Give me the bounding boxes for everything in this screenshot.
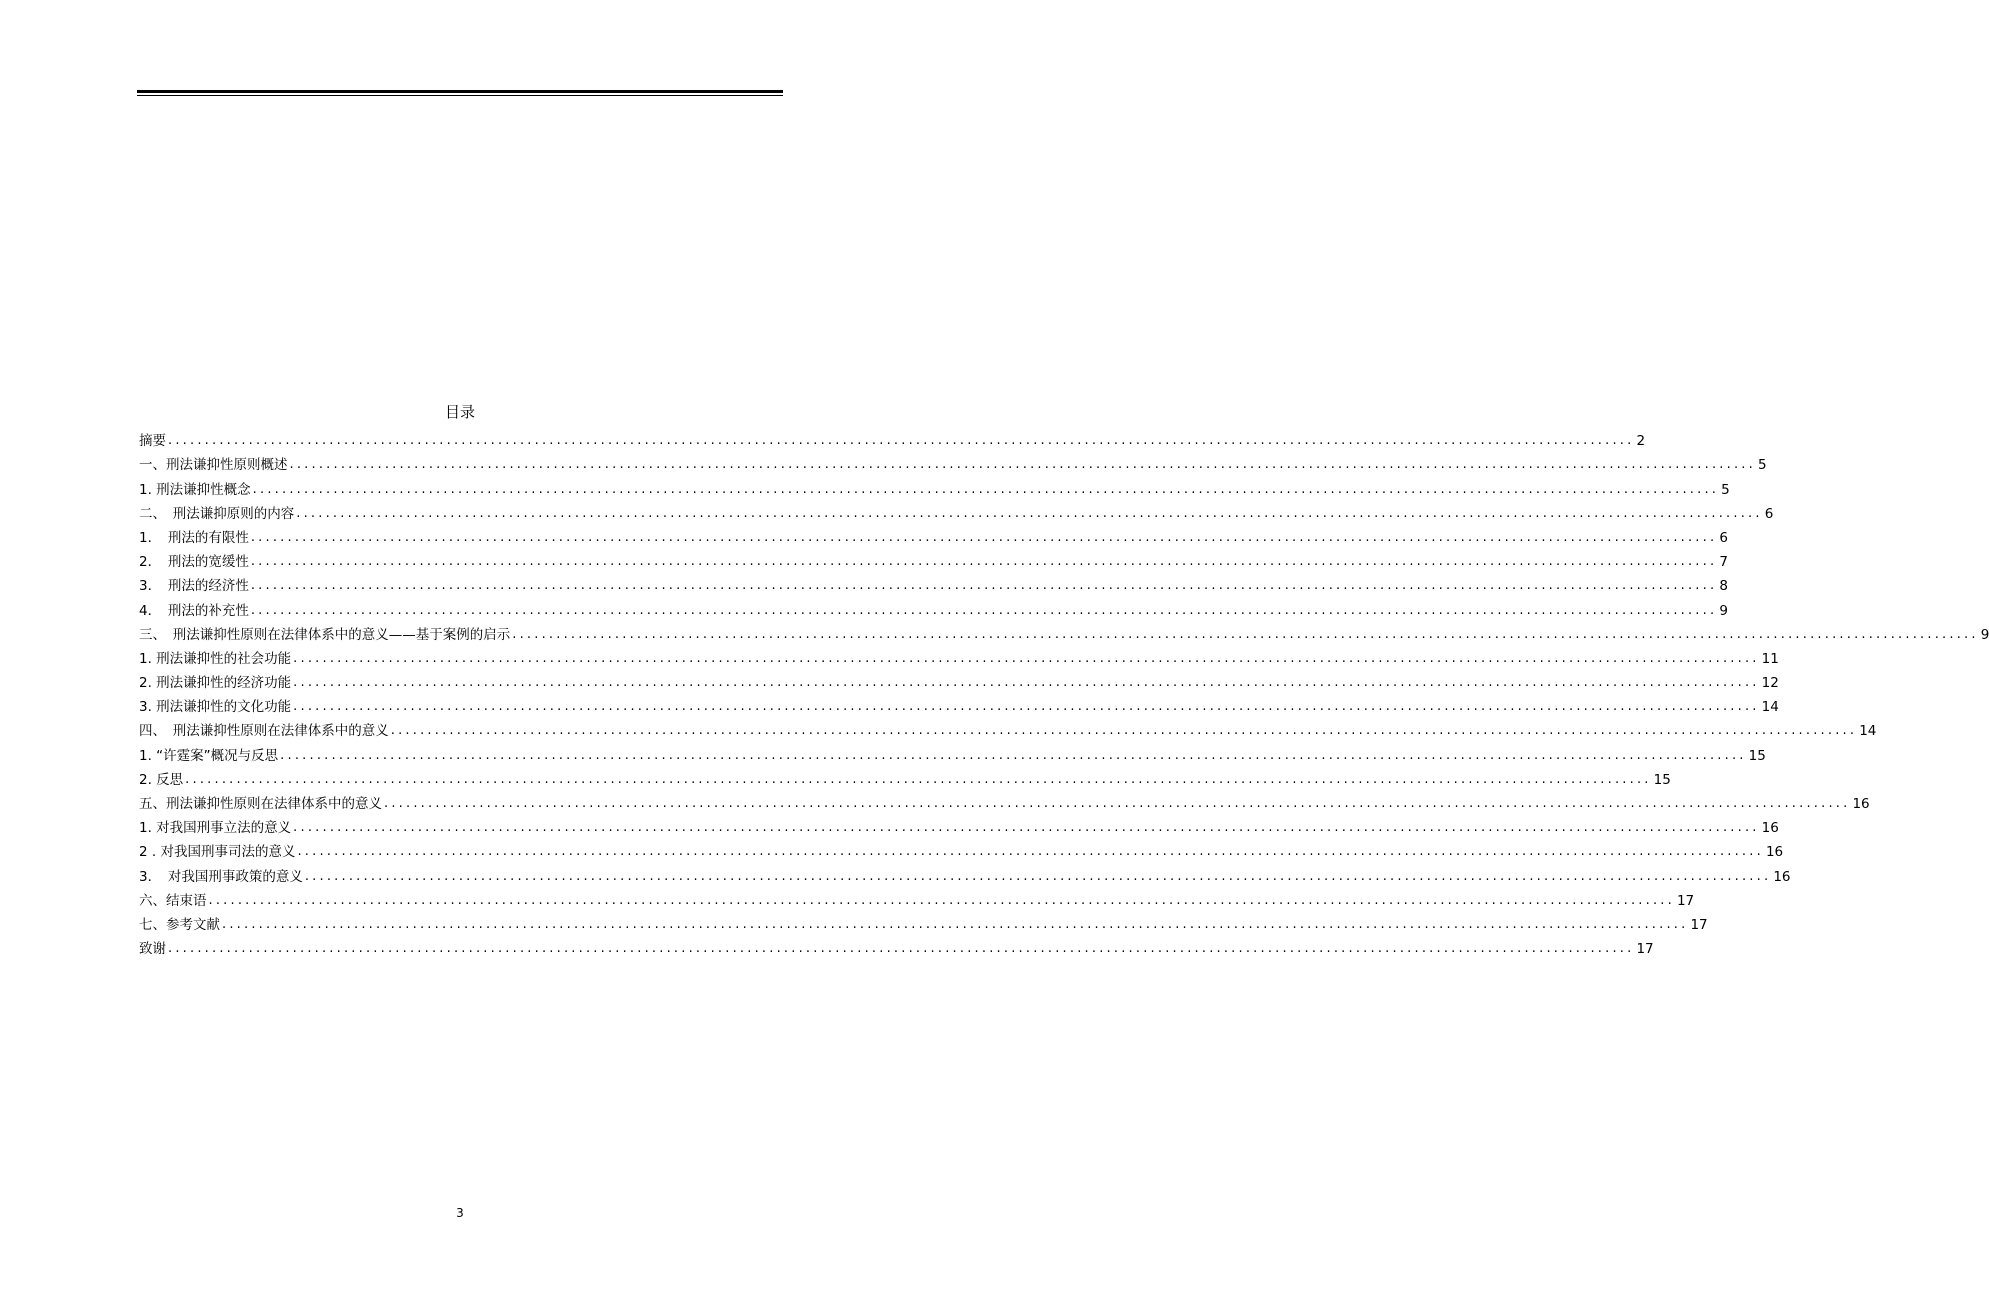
toc-entry-page: 16 [1773, 868, 1791, 885]
toc-entry-page: 6 [1764, 505, 1774, 522]
toc-entry-text: 2 . 对我国刑事司法的意义 [139, 844, 296, 861]
toc-entry-text: 三、 刑法谦抑性原则在法律体系中的意义——基于案例的启示 [139, 626, 511, 643]
toc-entry-page: 12 [1761, 675, 1779, 692]
toc-entry[interactable] [139, 911, 1708, 935]
toc-entry-page: 11 [1761, 650, 1779, 667]
toc-entry-text: 四、 刑法谦抑性原则在法律体系中的意义 [139, 723, 389, 740]
toc-entry-page: 14 [1761, 699, 1779, 716]
toc-entry-page: 17 [1636, 941, 1654, 958]
toc-entry-page: 9 [1719, 602, 1728, 619]
toc-entry[interactable] [139, 693, 1779, 717]
header-rule-thin [137, 95, 783, 96]
toc-entry-text: 摘要 [139, 433, 166, 450]
toc-entry[interactable] [139, 500, 1774, 524]
toc-entry-page: 5 [1757, 457, 1767, 474]
toc-entry-text: 1. 刑法谦抑性概念 [139, 481, 251, 498]
toc-leader-dots: ........................................................................................................................................................................................................ [222, 916, 1689, 932]
toc-entry-page: 8 [1719, 578, 1728, 595]
toc-leader-dots: ........................................................................................................................................................................................................ [250, 602, 1718, 618]
toc-leader-dots: ........................................................................................................................................................................................................ [168, 433, 1635, 449]
toc-entry[interactable] [139, 475, 1730, 499]
toc-leader-dots: ........................................................................................................................................................................................................ [168, 941, 1635, 957]
toc-entry-text: 二、 刑法谦抑原则的内容 [139, 505, 295, 522]
toc-entry[interactable] [139, 621, 1989, 645]
toc-leader-dots: ........................................................................................................................................................................................................ [208, 892, 1675, 908]
toc-entry[interactable] [139, 596, 1728, 620]
toc-entry[interactable] [139, 766, 1671, 790]
toc-entry-page: 5 [1721, 481, 1730, 498]
toc-leader-dots: ........................................................................................................................................................................................................ [390, 723, 1858, 739]
toc-entry[interactable] [139, 887, 1695, 911]
toc-leader-dots: ........................................................................................................................................................................................................ [296, 505, 1763, 521]
toc-leader-dots: ........................................................................................................................................................................................................ [293, 675, 1760, 691]
toc-entry[interactable] [139, 427, 1646, 451]
toc-leader-dots: ........................................................................................................................................................................................................ [280, 747, 1747, 763]
toc-entry-text: 3． 对我国刑事政策的意义 [139, 868, 303, 885]
toc-entry-text: 一、刑法谦抑性原则概述 [139, 457, 288, 474]
toc-title: 目录 [444, 403, 475, 421]
header-rule-thick [137, 90, 783, 93]
toc-entry-page: 17 [1690, 916, 1708, 933]
toc-leader-dots: ........................................................................................................................................................................................................ [185, 771, 1652, 787]
toc-entry[interactable] [139, 790, 1870, 814]
toc-entry[interactable] [139, 838, 1784, 862]
page-number: 3 [456, 1206, 464, 1220]
toc-leader-dots: ........................................................................................................................................................................................................ [250, 578, 1718, 594]
toc-entry-text: 致谢 [139, 941, 166, 958]
toc-entry-page: 15 [1748, 747, 1766, 764]
toc-entry[interactable] [139, 717, 1877, 741]
toc-entry-page: 6 [1719, 529, 1728, 546]
toc-entry-text: 六、结束语 [139, 892, 207, 909]
toc-entry[interactable] [139, 572, 1728, 596]
toc-entry-page: 16 [1852, 796, 1870, 812]
toc-entry[interactable] [139, 524, 1728, 548]
toc-entry-page: 16 [1761, 820, 1779, 837]
toc-entry-page: 16 [1765, 844, 1784, 861]
toc-entry-text: 1. 刑法谦抑性的社会功能 [139, 650, 292, 667]
toc-entry-page: 14 [1859, 723, 1877, 740]
toc-leader-dots: ........................................................................................................................................................................................................ [297, 844, 1764, 860]
toc-entry-page: 7 [1719, 554, 1728, 571]
toc-entry-page: 9 [1980, 626, 1989, 643]
toc-entry-text: 2. 反思 [139, 771, 184, 788]
toc-leader-dots: ........................................................................................................................................................................................................ [293, 699, 1760, 715]
toc-leader-dots: ........................................................................................................................................................................................................ [289, 457, 1756, 473]
toc-entry-text: 七、参考文献 [139, 916, 220, 933]
toc-entry-text: 2． 刑法的宽缓性 [139, 554, 249, 571]
toc-leader-dots: ........................................................................................................................................................................................................ [293, 820, 1760, 836]
toc-entry[interactable] [139, 935, 1654, 959]
toc-entry-text: 3. 刑法谦抑性的文化功能 [139, 699, 292, 716]
toc-entry[interactable] [139, 814, 1779, 838]
toc-entry[interactable] [139, 741, 1766, 765]
toc-entry-text: 1． 刑法的有限性 [139, 529, 249, 546]
toc-entry-text: 1. 对我国刑事立法的意义 [139, 820, 292, 837]
toc-entry[interactable] [139, 669, 1779, 693]
table-of-contents [139, 427, 1989, 959]
toc-entry[interactable] [139, 645, 1779, 669]
toc-entry-text: 1. “许霆案”概况与反思 [139, 747, 279, 764]
toc-leader-dots: ........................................................................................................................................................................................................ [250, 529, 1718, 545]
toc-entry-text: 4． 刑法的补充性 [139, 602, 249, 619]
toc-leader-dots: ........................................................................................................................................................................................................ [250, 554, 1718, 570]
toc-entry-text: 3． 刑法的经济性 [139, 578, 249, 595]
toc-leader-dots: ........................................................................................................................................................................................................ [384, 796, 1851, 811]
toc-entry-text: 2. 刑法谦抑性的经济功能 [139, 675, 292, 692]
toc-entry-page: 17 [1676, 892, 1695, 909]
toc-entry[interactable] [139, 862, 1791, 886]
toc-leader-dots: ........................................................................................................................................................................................................ [293, 650, 1760, 666]
toc-entry-page: 2 [1636, 433, 1646, 450]
toc-entry-text: 五、刑法谦抑性原则在法律体系中的意义 [139, 796, 382, 812]
toc-leader-dots: ........................................................................................................................................................................................................ [512, 626, 1979, 642]
toc-leader-dots: ........................................................................................................................................................................................................ [304, 868, 1772, 884]
toc-leader-dots: ........................................................................................................................................................................................................ [252, 481, 1720, 497]
toc-entry[interactable] [139, 451, 1767, 475]
toc-entry-page: 15 [1653, 771, 1671, 788]
toc-entry[interactable] [139, 548, 1728, 572]
